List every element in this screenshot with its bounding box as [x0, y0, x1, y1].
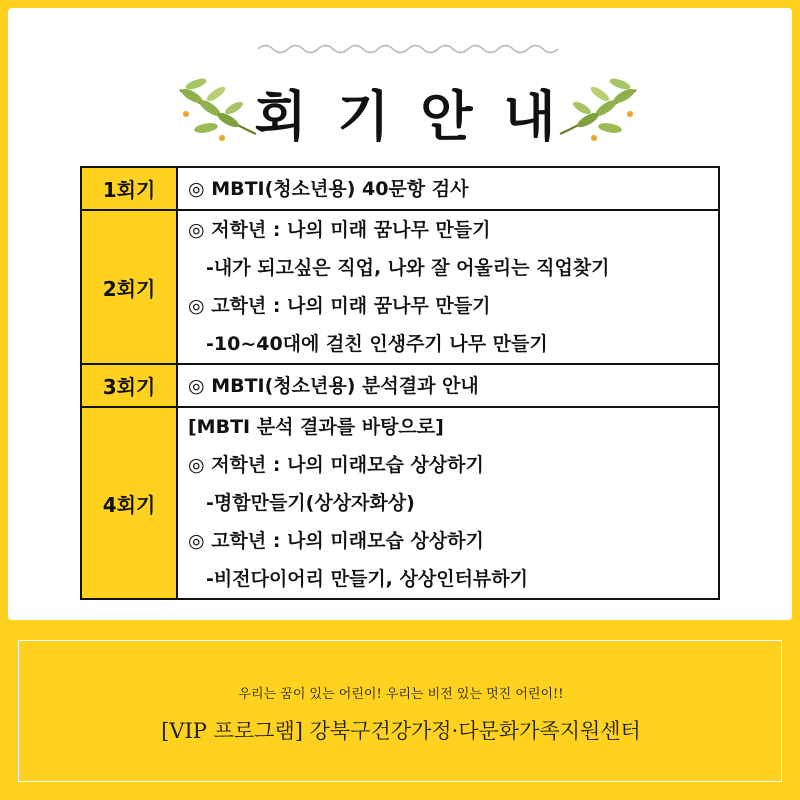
- session-row: [81, 364, 719, 407]
- session-label: 2회기: [81, 210, 177, 364]
- wavy-line-icon: [258, 42, 558, 56]
- session-line: -내가 되고싶은 직업, 나와 잘 어울리는 직업찾기: [206, 257, 610, 279]
- session-row: [81, 407, 719, 599]
- session-label: 4회기: [81, 407, 177, 599]
- session-table: [80, 166, 720, 600]
- session-label: 1회기: [81, 167, 177, 210]
- page-title: 회 기 안 내: [254, 85, 562, 148]
- session-content: [177, 167, 719, 210]
- session-content: [177, 364, 719, 407]
- session-row: [81, 167, 719, 210]
- session-line: ◎ MBTI(청소년용) 40문항 검사: [188, 177, 469, 200]
- session-line: -10~40대에 걸친 인생주기 나무 만들기: [206, 333, 548, 355]
- session-line: ◎ 저학년 : 나의 미래 꿈나무 만들기: [188, 219, 491, 241]
- session-content: [177, 407, 719, 599]
- session-line: -명함만들기(상상자화상): [206, 492, 415, 514]
- session-line: ◎ 고학년 : 나의 미래 꿈나무 만들기: [188, 295, 491, 317]
- session-content: [177, 210, 719, 364]
- session-line: ◎ MBTI(청소년용) 분석결과 안내: [188, 374, 479, 397]
- session-row: [81, 210, 719, 364]
- session-line: -비전다이어리 만들기, 상상인터뷰하기: [206, 568, 528, 590]
- session-line: ◎ 저학년 : 나의 미래모습 상상하기: [188, 454, 484, 476]
- session-line: [MBTI 분석 결과를 바탕으로]: [188, 416, 444, 438]
- footer-slogan: 우리는 꿈이 있는 어린이! 우리는 비전 있는 멋진 어린이!!: [238, 687, 564, 702]
- footer-box: [18, 640, 782, 782]
- session-label: 3회기: [81, 364, 177, 407]
- session-line: ◎ 고학년 : 나의 미래모습 상상하기: [188, 530, 484, 552]
- footer-organization: [VIP 프로그램] 강북구건강가정·다문화가족지원센터: [161, 719, 641, 743]
- title-area: [158, 68, 658, 154]
- olive-branch-icon: [554, 68, 650, 154]
